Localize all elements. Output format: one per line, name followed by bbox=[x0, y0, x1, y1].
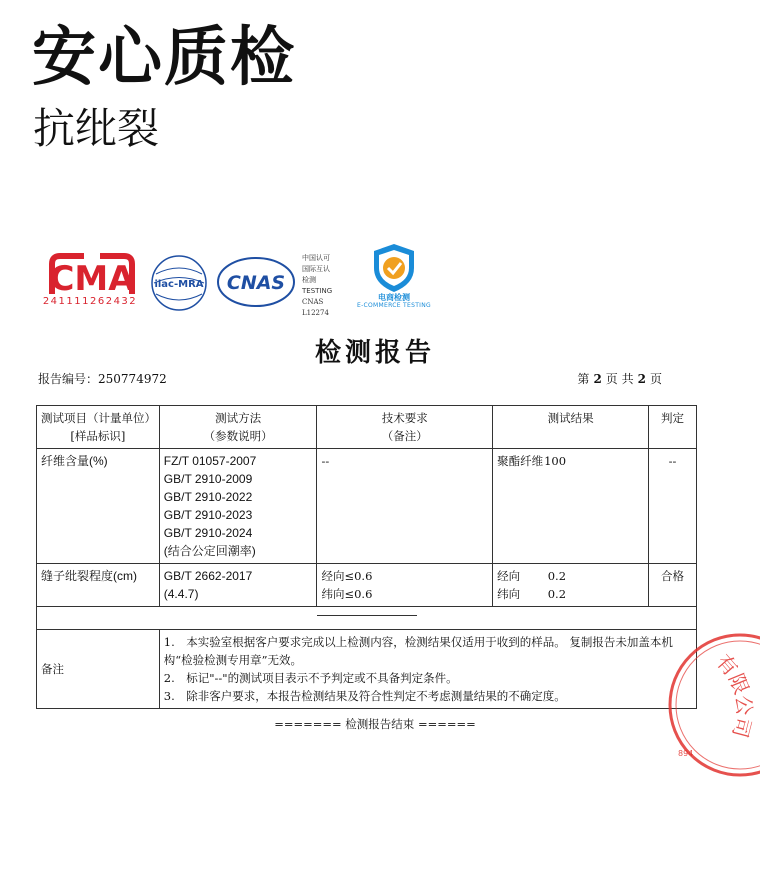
ilac-mark-text: ilac-MRA bbox=[154, 279, 204, 290]
note-line: 2. 标记"--"的测试项目表示不予判定或不具备判定条件。 bbox=[163, 671, 458, 685]
report-number bbox=[38, 370, 167, 387]
notes-cell bbox=[159, 630, 696, 709]
header-cell bbox=[493, 406, 649, 449]
cnas-code: CNAS L12274 bbox=[302, 298, 329, 317]
header-line: 技术要求 bbox=[381, 411, 428, 425]
cnas-caption-line: 中国认可 bbox=[302, 254, 330, 262]
table-row bbox=[37, 564, 697, 607]
result-label: 聚酯纤维 bbox=[497, 454, 544, 468]
page-mid: 页 共 bbox=[605, 372, 634, 386]
test-results-table bbox=[36, 405, 697, 709]
result-label: 经向 bbox=[497, 569, 521, 583]
item-cell: 缝子纰裂程度(cm) bbox=[37, 564, 160, 607]
result-value: 0.2 bbox=[547, 569, 567, 583]
page-suffix: 页 bbox=[649, 372, 662, 386]
result-line bbox=[497, 567, 644, 585]
method-line: GB/T 2910-2022 bbox=[163, 490, 253, 504]
cnas-caption-line: 国际互认 bbox=[302, 265, 330, 273]
page-number: 2 bbox=[593, 372, 602, 386]
header-line: 测试项目（计量单位） bbox=[41, 411, 156, 425]
blank-row bbox=[37, 607, 697, 630]
report-number-label: 报告编号： bbox=[38, 372, 99, 386]
certification-logos bbox=[40, 240, 440, 318]
header-cell bbox=[317, 406, 493, 449]
divider bbox=[317, 615, 417, 626]
page-prefix: 第 bbox=[577, 372, 590, 386]
company-seal-stamp bbox=[660, 630, 760, 780]
item-cell: 纤维含量(%) bbox=[37, 449, 160, 564]
header-line: （备注） bbox=[381, 429, 428, 443]
result-cell bbox=[493, 564, 649, 607]
table-header-row bbox=[37, 406, 697, 449]
ecommerce-testing-cn: 电商检测 bbox=[378, 293, 410, 302]
judgement-cell: -- bbox=[649, 449, 697, 564]
report-number-value: 250774972 bbox=[98, 372, 167, 386]
cnas-mark-text: CNAS bbox=[226, 272, 286, 294]
method-line: GB/T 2910-2024 bbox=[163, 526, 253, 540]
ecommerce-testing-en: E-COMMERCE TESTING bbox=[356, 302, 431, 309]
header-line: 判定 bbox=[661, 411, 685, 425]
result-line bbox=[497, 585, 644, 603]
requirement-cell bbox=[317, 564, 493, 607]
header-cell bbox=[37, 406, 160, 449]
result-cell bbox=[493, 449, 649, 564]
table-row bbox=[37, 449, 697, 564]
page-title: 安心质检 bbox=[32, 21, 296, 95]
shield-check-icon bbox=[364, 242, 424, 294]
header-cell bbox=[649, 406, 697, 449]
stamp-number: 894 bbox=[678, 749, 694, 758]
method-cell bbox=[159, 564, 317, 607]
method-line: GB/T 2910-2023 bbox=[163, 508, 253, 522]
requirement-line: 纬向≤0.6 bbox=[321, 587, 373, 601]
notes-label: 备注 bbox=[37, 630, 160, 709]
method-cell bbox=[159, 449, 317, 564]
notes-row bbox=[37, 630, 697, 709]
result-line bbox=[497, 452, 644, 470]
method-line: GB/T 2910-2009 bbox=[163, 472, 253, 486]
result-label: 纬向 bbox=[497, 587, 521, 601]
header-line: 测试方法 bbox=[215, 411, 262, 425]
page-subtitle: 抗纰裂 bbox=[33, 104, 160, 153]
report-title: 检测报告 bbox=[314, 338, 435, 368]
method-line: GB/T 2662-2017 bbox=[163, 569, 253, 583]
cnas-caption-line: TESTING bbox=[302, 287, 333, 295]
method-line: (结合公定回潮率) bbox=[163, 544, 256, 558]
page-indicator bbox=[577, 370, 662, 387]
requirement-line: 经向≤0.6 bbox=[321, 569, 373, 583]
method-line: FZ/T 01057-2007 bbox=[163, 454, 257, 468]
result-value: 100 bbox=[544, 454, 567, 468]
requirement-cell: -- bbox=[317, 449, 493, 564]
header-cell bbox=[159, 406, 317, 449]
blank-cell bbox=[37, 607, 697, 630]
cma-number: 241111262432 bbox=[42, 296, 138, 307]
note-line: 3. 除非客户要求，本报告检测结果及符合性判定不考虑测量结果的不确定度。 bbox=[163, 689, 566, 703]
method-line: (4.4.7) bbox=[163, 587, 199, 601]
cnas-logo bbox=[216, 256, 296, 308]
result-value: 0.2 bbox=[547, 587, 567, 601]
cnas-caption bbox=[302, 253, 352, 319]
report-end-marker: ======= 检测报告结束 ====== bbox=[274, 717, 476, 731]
header-line: 测试结果 bbox=[547, 411, 594, 425]
stamp-text: 有限公司 bbox=[711, 649, 757, 741]
note-line: 1. 本实验室根据客户要求完成以上检测内容，检测结果仅适用于收到的样品。 复制报告未加盖本机构“检验检测专用章”无效。 bbox=[163, 635, 673, 667]
ilac-mra-logo bbox=[150, 254, 208, 312]
cma-mark-text: CMA bbox=[49, 259, 135, 299]
page-total: 2 bbox=[637, 372, 646, 386]
header-line: （参数说明） bbox=[203, 429, 273, 443]
header-line: [样品标识] bbox=[70, 429, 126, 443]
judgement-cell: 合格 bbox=[649, 564, 697, 607]
cnas-caption-line: 检测 bbox=[302, 276, 316, 284]
